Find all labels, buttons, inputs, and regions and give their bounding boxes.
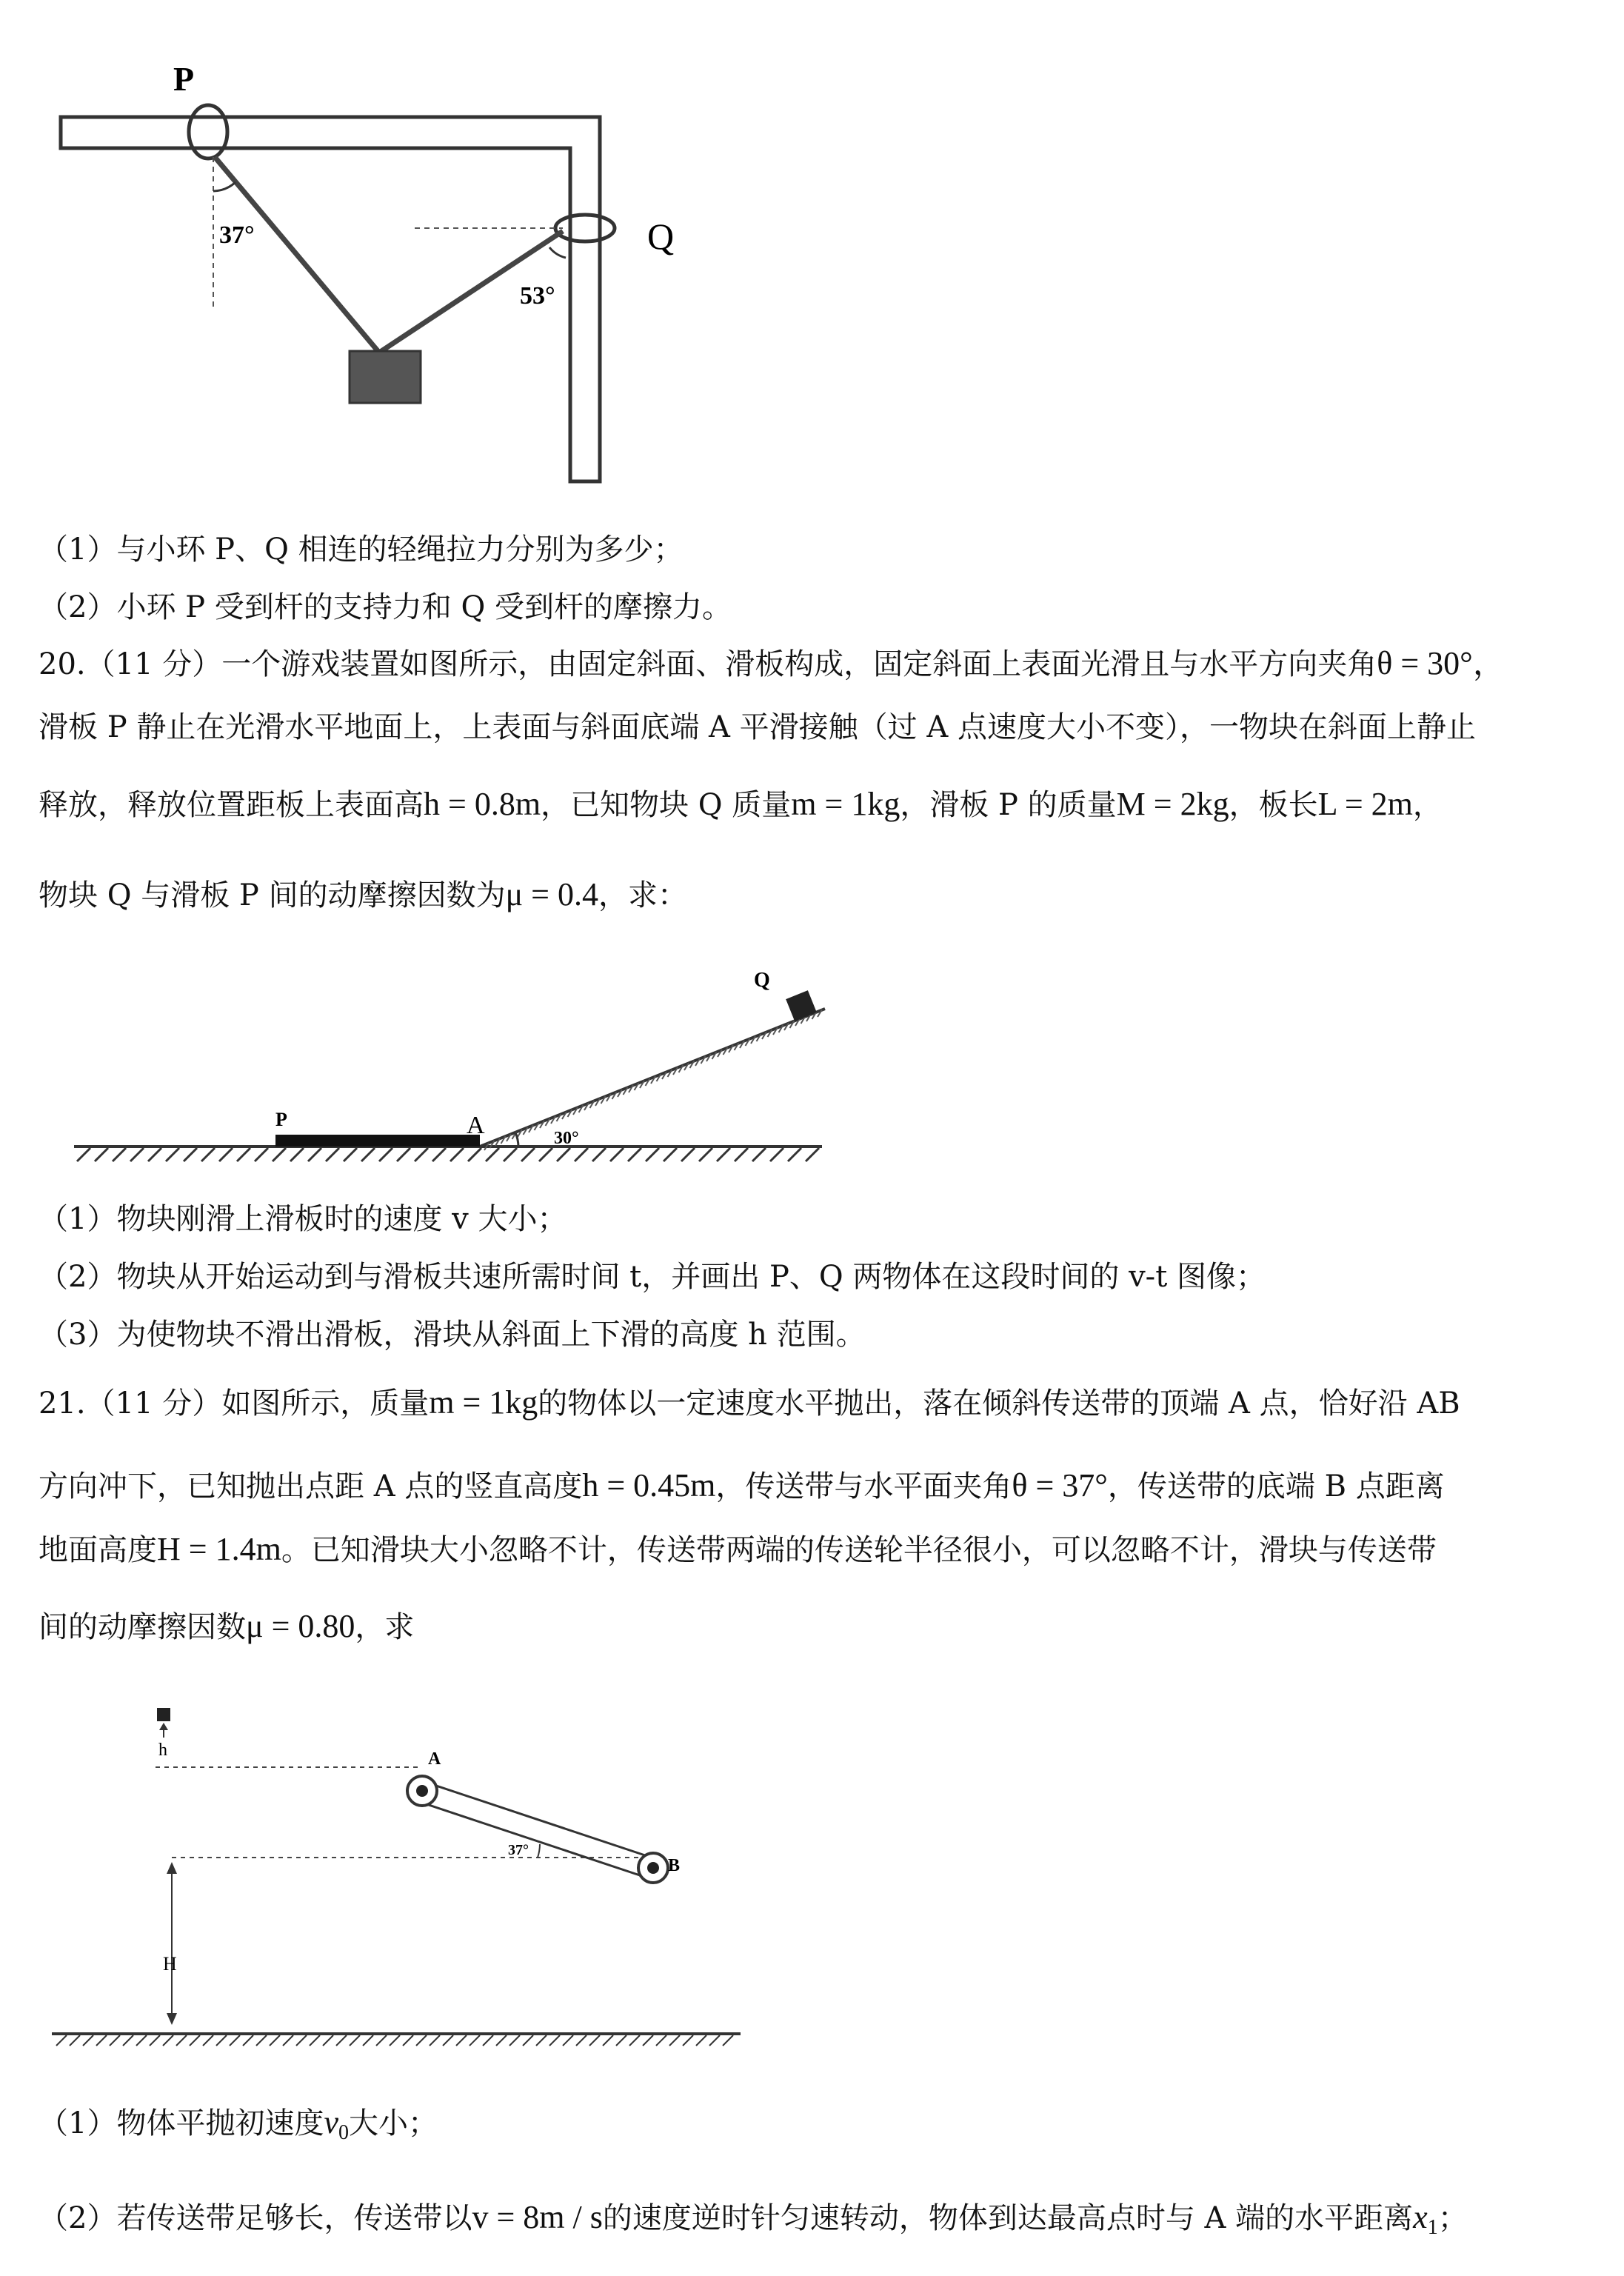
label-q: Q: [647, 216, 675, 257]
rope-p: [215, 157, 379, 353]
question-number: 20.: [39, 647, 86, 681]
ground-hatching: [56, 2035, 733, 2046]
hanging-block: [350, 351, 421, 403]
q20-line1: 20.（11 分）一个游戏装置如图所示，由固定斜面、滑板构成，固定斜面上表面光滑且与水平方向夹角θ = 30°，: [39, 645, 1506, 681]
q20-line4: 物块 Q 与滑板 P 间的动摩擦因数为μ = 0.4，求：: [39, 876, 687, 912]
incline-angle-arc: [515, 1132, 518, 1147]
belt-top: [421, 1781, 656, 1859]
q21-sub2: （2）若传送带足够长，传送带以v = 8m / s的速度逆时针匀速转动，物体到达最高点时与 A 端的水平距离$x_1$；: [39, 2199, 1468, 2239]
label-q: Q: [754, 969, 770, 992]
q21-sub1: （1）物体平抛初速度$v_0$大小；: [39, 2104, 438, 2144]
angle-label-53: 53°: [520, 282, 555, 310]
question-number: 21.: [39, 1386, 86, 1421]
label-h: h: [158, 1741, 167, 1760]
belt-angle-arc: [538, 1844, 540, 1858]
angle-label-37: 37°: [508, 1842, 529, 1858]
ground-hatching: [77, 1148, 819, 1161]
label-a: A: [467, 1112, 485, 1139]
q21-line3: 地面高度H = 1.4m。已知滑块大小忽略不计，传送带两端的传送轮半径很小，可以忽略不计，滑块与传送带: [39, 1531, 1437, 1567]
label-p: P: [173, 60, 195, 98]
q21-line1: 21.（11 分）如图所示，质量m = 1kg的物体以一定速度水平抛出，落在倾斜传送带的顶端 A 点，恰好沿 AB: [39, 1384, 1460, 1421]
block-q: [786, 990, 817, 1021]
figure-conveyor-belt: [0, 1696, 785, 2052]
incline-surface: [480, 1009, 825, 1147]
q21-line4: 间的动摩擦因数μ = 0.80，求: [39, 1608, 415, 1644]
label-b: B: [668, 1856, 681, 1875]
angle-label-30: 30°: [554, 1129, 579, 1148]
label-H: H: [163, 1953, 177, 1975]
question-points: （11 分）: [85, 1386, 222, 1421]
q20-sub2: （2）物块从开始运动到与滑板共速所需时间 t，并画出 P、Q 两物体在这段时间的 v-t 图像；: [39, 1260, 1266, 1294]
label-a: A: [428, 1749, 441, 1769]
angle-arc-right: [549, 247, 566, 258]
belt-bottom: [413, 1800, 649, 1878]
figure-incline-board: [0, 948, 859, 1185]
q20-line3: 释放，释放位置距板上表面高h = 0.8m，已知物块 Q 质量m = 1kg，滑板 P 的质量M = 2kg，板长L = 2m，: [39, 786, 1443, 822]
slide-board-p: [275, 1135, 480, 1147]
l-shaped-rod: [61, 117, 600, 481]
angle-arc-left: [213, 182, 235, 191]
q20-sub1: （1）物块刚滑上滑板时的速度 v 大小；: [39, 1202, 567, 1236]
q19-sub1: （1）与小环 P、Q 相连的轻绳拉力分别为多少；: [39, 533, 684, 567]
angle-label-37: 37°: [219, 221, 255, 249]
q20-sub3: （3）为使物块不滑出滑板，滑块从斜面上下滑的高度 h 范围。: [39, 1318, 866, 1352]
figure-rod-rings: [0, 0, 741, 504]
q19-sub2: （2）小环 P 受到杆的支持力和 Q 受到杆的摩擦力。: [39, 590, 732, 624]
q21-line2: 方向冲下，已知抛出点距 A 点的竖直高度h = 0.45m，传送带与水平面夹角θ = 37°，传送带的底端 B 点距离: [39, 1467, 1445, 1504]
thrown-object: [157, 1708, 170, 1721]
incline-hatching: [484, 1009, 822, 1150]
label-p: P: [275, 1109, 287, 1130]
q20-line2: 滑板 P 静止在光滑水平地面上，上表面与斜面底端 A 平滑接触（过 A 点速度大小不变），一物块在斜面上静止: [39, 710, 1476, 744]
question-points: （11 分）: [85, 647, 222, 681]
